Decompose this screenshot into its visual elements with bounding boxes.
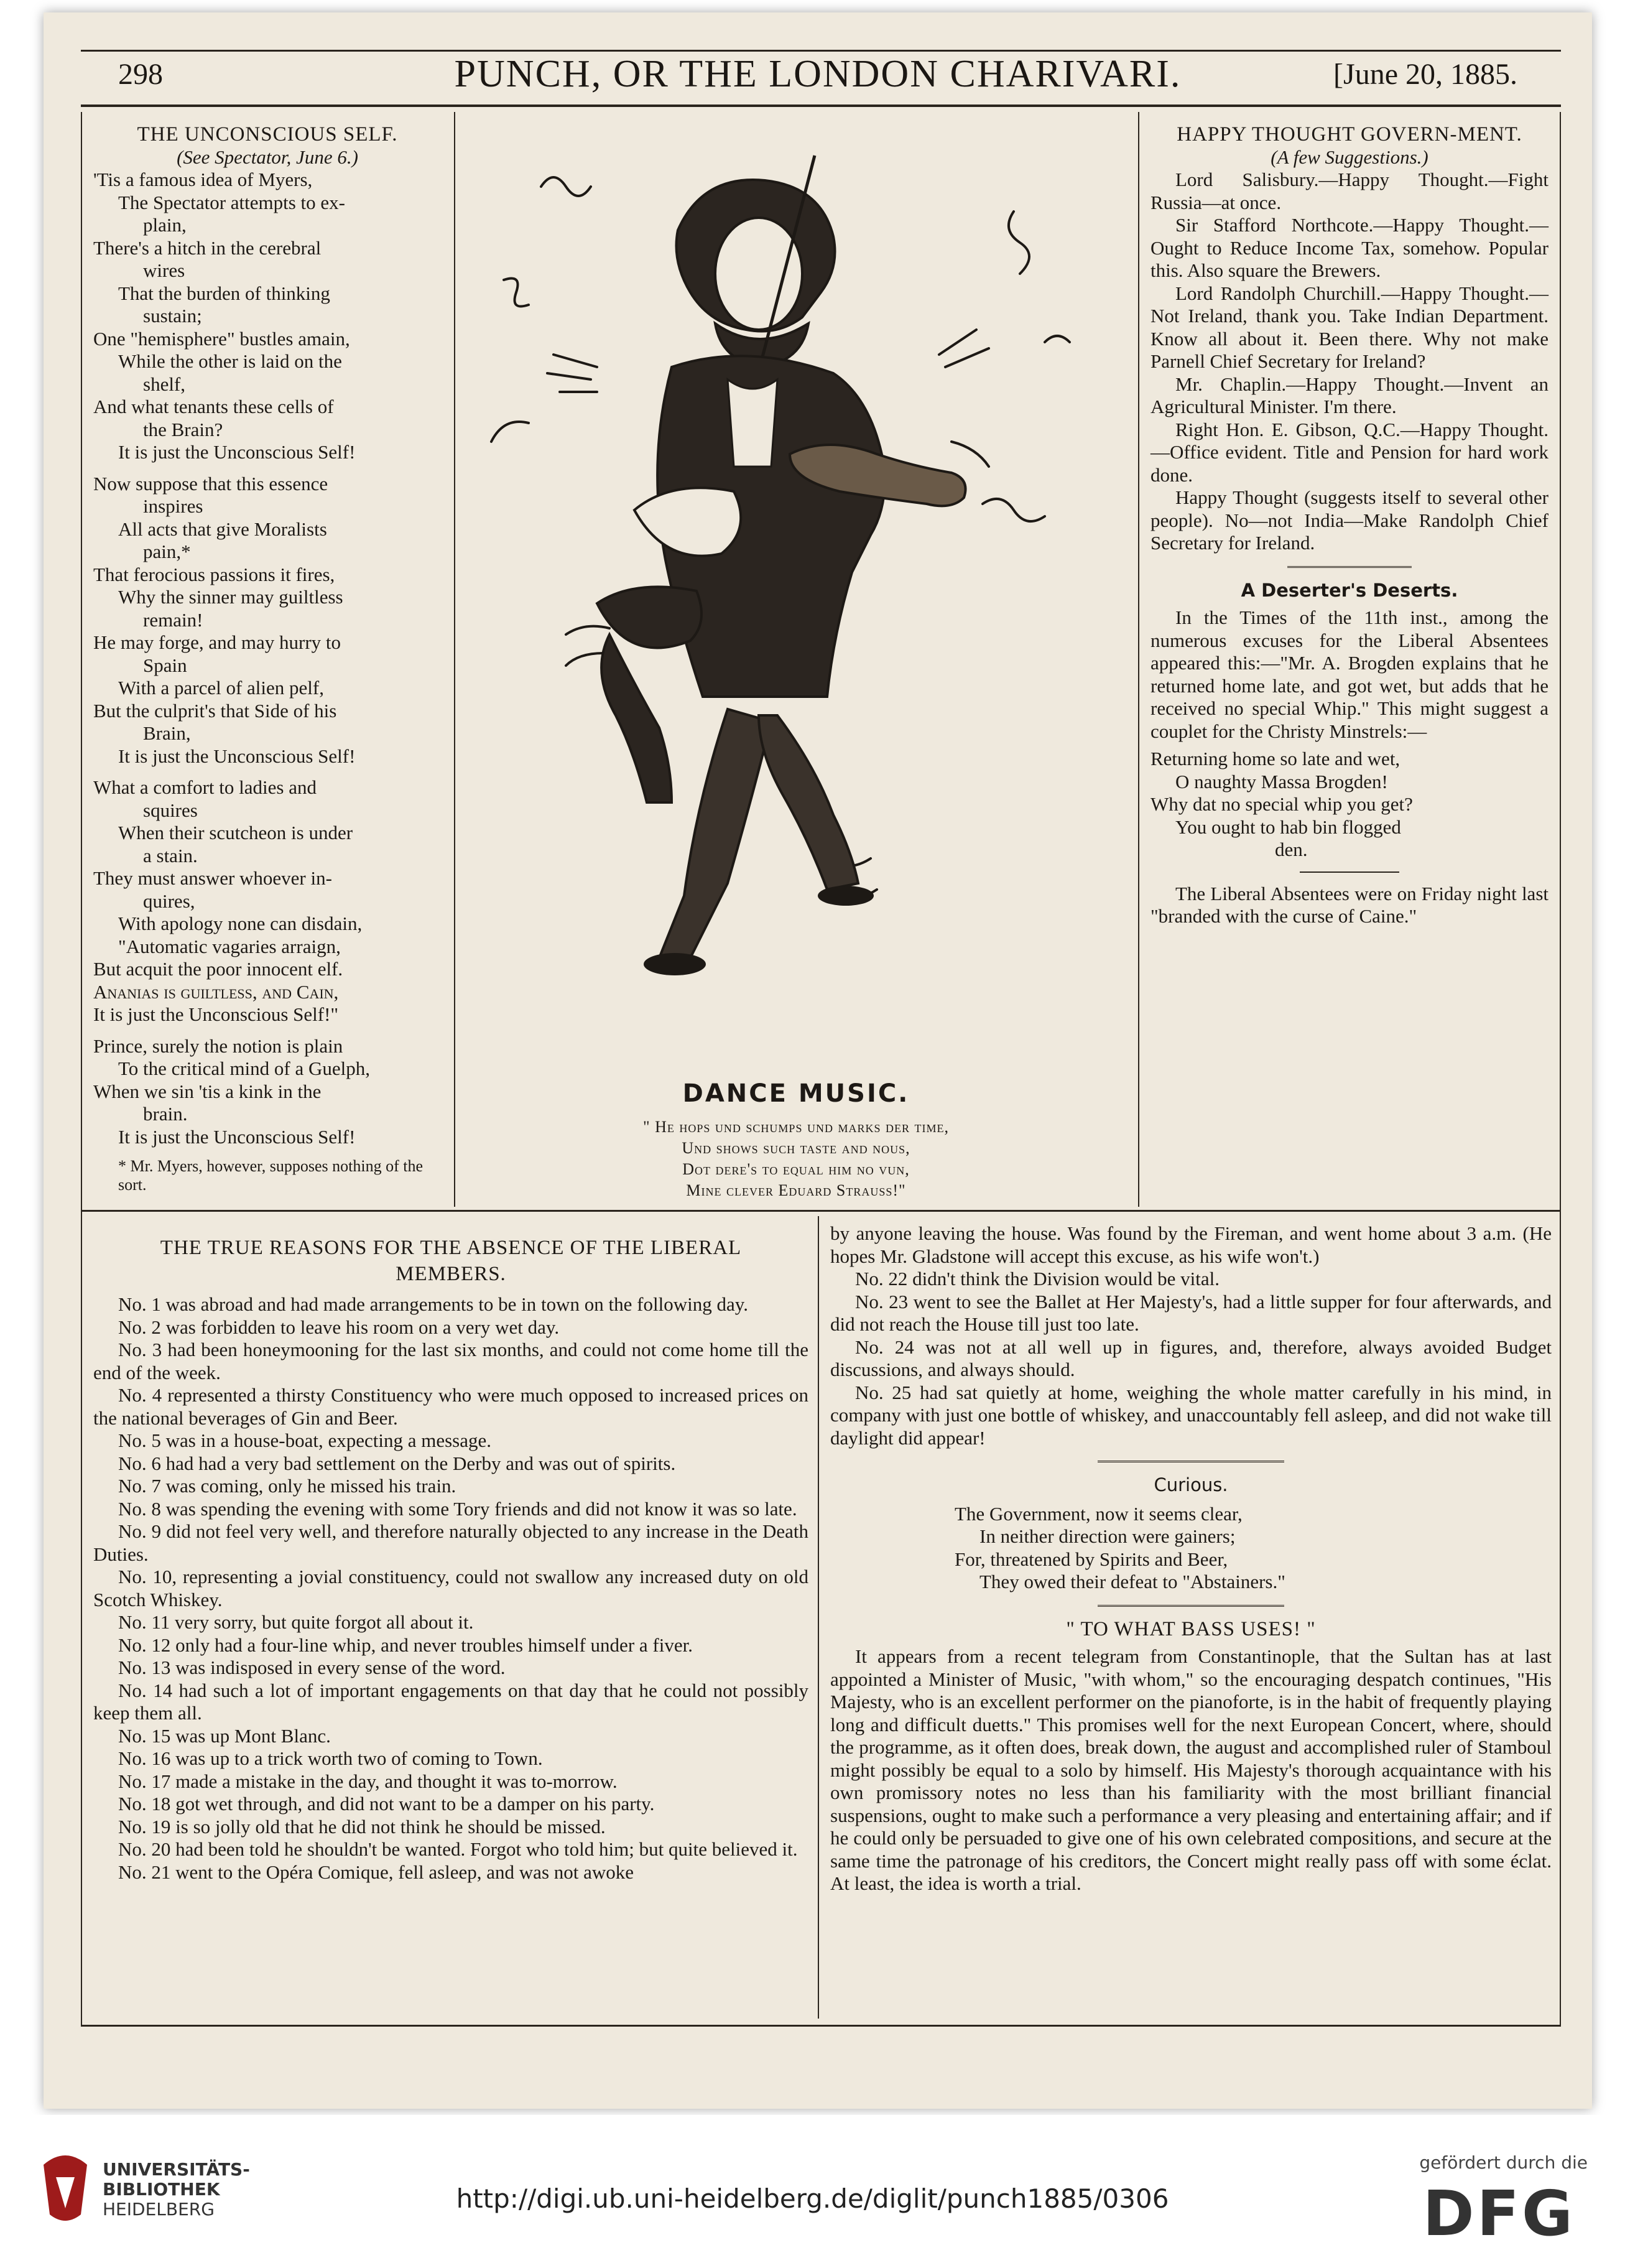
reason-item: No. 7 was coming, only he missed his train. [118, 1475, 456, 1497]
poem-line: While the other is laid on the [118, 350, 342, 372]
music-squiggle [951, 442, 989, 467]
verse-line: In neither direction were gainers; [979, 1525, 1236, 1547]
library-line: BIBLIOTHEK [103, 2179, 220, 2200]
caption-line: " He hops und schumps und marks der time, [643, 1118, 949, 1136]
issue-date: [June 20, 1885. [1333, 58, 1517, 91]
poem-line: remain! [143, 608, 203, 631]
masthead-title: PUNCH, OR THE LONDON CHARIVARI. [454, 53, 1182, 95]
music-squiggle [1045, 336, 1070, 342]
page-number: 298 [118, 58, 163, 91]
music-squiggle [983, 499, 1045, 521]
poem-line: "Automatic vagaries arraign, [118, 935, 341, 957]
column-rule [818, 1216, 819, 2019]
verse-line: O naughty Massa Brogden! [1175, 770, 1388, 792]
poem-line: pain,* [143, 541, 191, 562]
poem-line: inspires [143, 495, 203, 517]
double-rule [1098, 1461, 1284, 1462]
reason-item: No. 5 was in a house-boat, expecting a message. [118, 1429, 492, 1451]
poem-line: To the critical mind of a Guelph, [118, 1057, 371, 1079]
reason-item: No. 21 went to the Opéra Comique, fell asleep, and was not awoke [118, 1861, 634, 1883]
shoe [644, 953, 706, 975]
poem-line: It is just the Unconscious Self! [118, 745, 356, 767]
poem-line: When we sin 'tis a kink in the [93, 1080, 322, 1102]
left-border [81, 112, 82, 2025]
reason-item: No. 23 went to see the Ballet at Her Majesty's, had a little supper for four afterwards, and did not reach the House till just too late. [830, 1290, 1552, 1335]
motion-lines [939, 330, 989, 367]
poem-line: wires [143, 259, 185, 281]
reason-item: No. 10, representing a jovial constituency, could not swallow any increased duty on old Scotch Whiskey. [93, 1566, 808, 1610]
reason-item: No. 18 got wet through, and did not want to be a damper on his party. [118, 1793, 655, 1815]
poem-line: There's a hitch in the cerebral [93, 236, 322, 259]
poem-line: What a comfort to ladies and [93, 776, 317, 798]
poem-line: When their scutcheon is under [118, 822, 353, 844]
right-column [1150, 123, 1549, 928]
reason-item: No. 17 made a mistake in the day, and thought it was to-morrow. [118, 1770, 618, 1792]
verse-line: Returning home so late and wet, [1150, 748, 1400, 769]
verse-line: Why dat no special whip you get? [1150, 793, 1413, 815]
music-squiggle [1009, 211, 1029, 274]
reason-item: No. 1 was abroad and had made arrangements to be in town on the following day. [118, 1293, 748, 1315]
bass-text: It appears from a recent telegram from Constantinople, that the Sultan has at last appointed a Minister of Music, "with whom," so the encouraging despatch continues, "His Majesty, who is an excellent performer on the pianoforte, is in the habit of frequently playing long and difficult duetts." This promises well for the next European Concert, where, should the programme, as it often does, break down, the august and accomplished ruler of Stamboul might possibly be equal to a solo by himself. His Majesty's thorough acquaintance with his own promissory notes no less than his familiarity with the most brilliant financial suspensions, ought to make such a performance a very pleasing and entertaining affair; and if he could only be persuaded to give one of his own celebrated compositions, and secure at the same time the patronage of his creditors, the Concert might really pass off with some éclat. At least, the idea is worth a trial. [830, 1645, 1552, 1894]
reason-item: No. 6 had had a very bad settlement on the Derby and was out of spirits. [118, 1452, 676, 1474]
poem-line: quires, [143, 890, 195, 912]
happy-thought-paragraph: Happy Thought (suggests itself to several other people). No—not India—Make Randolph Chief Secretary for Ireland. [1150, 486, 1549, 554]
verse-line: They owed their defeat to "Abstainers." [979, 1571, 1285, 1592]
poem-line: With a parcel of alien pelf, [118, 677, 324, 699]
illustration-caption [466, 1117, 1126, 1201]
bottom-right-column [830, 1222, 1552, 1895]
bass-title: " TO WHAT BASS USES! " [1066, 1617, 1316, 1640]
reason-item: No. 16 was up to a trick worth two of coming to Town. [118, 1747, 543, 1769]
reason-item: No. 3 had been honeymooning for the last six months, and could not come home till the end of the week. [93, 1339, 808, 1383]
library-line: UNIVERSITÄTS- [103, 2159, 250, 2180]
poem-line: But acquit the poor innocent elf. [93, 958, 343, 980]
dfg-logo: DFG [1422, 2177, 1575, 2250]
poem-line: Spain [143, 654, 187, 676]
reason-item: No. 24 was not at all well up in figures, and, therefore, always avoided Budget discussions, and always should. [830, 1336, 1552, 1380]
poem-line: That the burden of thinking [118, 282, 330, 304]
motion-lines [547, 355, 597, 392]
poem-line: a stain. [143, 844, 198, 867]
poem-footnote: * Mr. Myers, however, supposes nothing of the sort. [118, 1157, 424, 1194]
deserters-intro: In the Times of the 11th inst., among the numerous excuses for the Liberal Absentees appeared this:—"Mr. A. Brogden explains that he returned home late, and got wet, but adds that he received no special Whip." This might suggest a couplet for the Christy Minstrels:— [1150, 607, 1549, 742]
column-rule [454, 112, 455, 1207]
double-rule [1287, 566, 1412, 568]
reason-continued: by anyone leaving the house. Was found by the Fireman, and went home about 3 a.m. (He hopes Mr. Gladstone will accept this excuse, as his wife won't.) [830, 1222, 1552, 1267]
poem-line: shelf, [143, 373, 186, 395]
newspaper-page [44, 12, 1592, 2109]
left-leg [659, 709, 771, 958]
illustration-title: DANCE MUSIC. [682, 1079, 910, 1108]
music-squiggle [491, 422, 529, 442]
caption-line: Und shows such taste and nous, [682, 1139, 910, 1157]
dance-music-illustration [466, 118, 1126, 1039]
poem-subtitle: (See Spectator, June 6.) [177, 146, 358, 168]
section-rule [81, 1210, 1561, 1212]
poem-line: Prince, surely the notion is plain [93, 1034, 343, 1057]
poem-line: Why the sinner may guiltless [118, 586, 343, 608]
poem-line: All acts that give Moralists [118, 518, 327, 540]
reason-item: No. 9 did not feel very well, and therefore naturally objected to any increase in the Death Duties. [93, 1520, 808, 1565]
reason-item: No. 25 had sat quietly at home, weighing the whole matter carefully in his mind, in company with just one bottle of whiskey, and unaccountably fell asleep, and did not wake till daylight did appear! [830, 1381, 1552, 1449]
poem-line: Ananias is guiltless, and Cain, [93, 980, 339, 1003]
poem-line: He may forge, and may hurry to [93, 631, 341, 653]
poem-line: One "hemisphere" bustles amain, [93, 327, 350, 350]
music-squiggle [541, 177, 591, 196]
curious-title: Curious. [1154, 1474, 1228, 1495]
poem-line: With apology none can disdain, [118, 913, 363, 934]
poem-line: It is just the Unconscious Self!" [93, 1003, 339, 1025]
poem-title: THE UNCONSCIOUS SELF. [137, 123, 398, 146]
right-leg [759, 715, 858, 890]
poem-line: 'Tis a famous idea of Myers, [93, 169, 313, 190]
right-border [1560, 112, 1561, 2025]
true-reasons-title: THE TRUE REASONS FOR THE ABSENCE OF THE LIBERAL MEMBERS. [160, 1237, 742, 1285]
funded-by: gefördert durch die [1419, 2152, 1588, 2173]
happy-thought-paragraph: Right Hon. E. Gibson, Q.C.—Happy Thought.—Office evident. Title and Pension for hard work done. [1150, 418, 1549, 486]
deserters-closing: The Liberal Absentees were on Friday night last "branded with the curse of Caine." [1150, 882, 1549, 927]
poem-unconscious-self [93, 123, 442, 1194]
caption-line: Mine clever Eduard Strauss!" [686, 1181, 906, 1199]
digitization-footer [0, 2115, 1625, 2268]
poem-line: But the culprit's that Side of his [93, 699, 337, 722]
happy-thought-paragraph: Lord Salisbury.—Happy Thought.—Fight Russia—at once. [1150, 169, 1549, 213]
source-url[interactable]: http://digi.ub.uni-heidelberg.de/diglit/punch1885/0306 [456, 2183, 1169, 2214]
reason-item: No. 19 is so jolly old that he did not think he should be missed. [118, 1815, 606, 1838]
poem-line: the Brain? [143, 418, 223, 440]
caption-line: Dot dere's to equal him no vun, [682, 1160, 910, 1178]
deserters-title: A Deserter's Deserts. [1241, 579, 1458, 601]
poem-line: Brain, [143, 722, 191, 744]
reason-item: No. 13 was indisposed in every sense of the word. [118, 1657, 506, 1678]
verse-line: You ought to hab bin flogged [1175, 816, 1401, 838]
verse-line: The Government, now it seems clear, [955, 1502, 1243, 1525]
poem-line: It is just the Unconscious Self! [118, 441, 356, 463]
rule [1300, 871, 1399, 873]
poem-line: The Spectator attempts to ex- [118, 191, 345, 213]
column-rule [1138, 112, 1139, 1207]
reason-item: No. 15 was up Mont Blanc. [118, 1724, 331, 1747]
poem-line: It is just the Unconscious Self! [118, 1125, 356, 1148]
reason-item: No. 22 didn't think the Division would be vital. [855, 1268, 1220, 1290]
verse-line: den. [1275, 839, 1308, 860]
poem-line: Now suppose that this essence [93, 472, 328, 495]
true-reasons-article [93, 1222, 808, 1884]
bottom-border [81, 2025, 1561, 2027]
happy-thought-subtitle: (A few Suggestions.) [1271, 146, 1428, 168]
reason-item: No. 2 was forbidden to leave his room on a very wet day. [118, 1316, 560, 1338]
poem-line: sustain; [143, 305, 202, 327]
happy-thought-paragraph: Mr. Chaplin.—Happy Thought.—Invent an Agricultural Minister. I'm there. [1150, 373, 1549, 417]
top-border [81, 50, 1561, 52]
header-rule [81, 105, 1561, 107]
shoe [818, 886, 874, 906]
library-line: HEIDELBERG [103, 2199, 215, 2219]
music-squiggle [504, 279, 529, 307]
poem-line: plain, [143, 214, 187, 236]
reason-item: No. 20 had been told he shouldn't be wanted. Forgot who told him; but quite believed it. [118, 1838, 798, 1860]
happy-thought-title: HAPPY THOUGHT GOVERN-MENT. [1177, 123, 1522, 146]
reason-item: No. 8 was spending the evening with some Tory friends and did not know it was so late. [118, 1497, 797, 1520]
reason-item: No. 14 had such a lot of important engagements on that day that he could not possibly keep them all. [93, 1679, 808, 1724]
verse-line: For, threatened by Spirits and Beer, [955, 1548, 1228, 1570]
happy-thought-paragraph: Lord Randolph Churchill.—Happy Thought.—Not Ireland, thank you. Take Indian Department. Know all about it. Been there. Why not make Parnell Chief Secretary for Ireland? [1150, 282, 1549, 372]
coat-tail [634, 488, 741, 555]
reason-item: No. 11 very sorry, but quite forgot all about it. [118, 1611, 474, 1633]
poem-line: And what tenants these cells of [93, 396, 334, 417]
reason-item: No. 4 represented a thirsty Constituency who were much opposed to increased prices on the national beverages of Gin and Beer. [93, 1384, 808, 1429]
poem-line: brain. [143, 1103, 188, 1125]
double-rule [1098, 1605, 1284, 1607]
poem-line: That ferocious passions it fires, [93, 563, 335, 585]
poem-line: They must answer whoever in- [93, 867, 332, 889]
reason-item: No. 12 only had a four-line whip, and never troubles himself under a fiver. [118, 1634, 693, 1656]
poem-line: squires [143, 799, 198, 821]
happy-thought-paragraph: Sir Stafford Northcote.—Happy Thought.—Ought to Reduce Income Tax, somehow. Popular this. Also square the Brewers. [1150, 214, 1549, 281]
